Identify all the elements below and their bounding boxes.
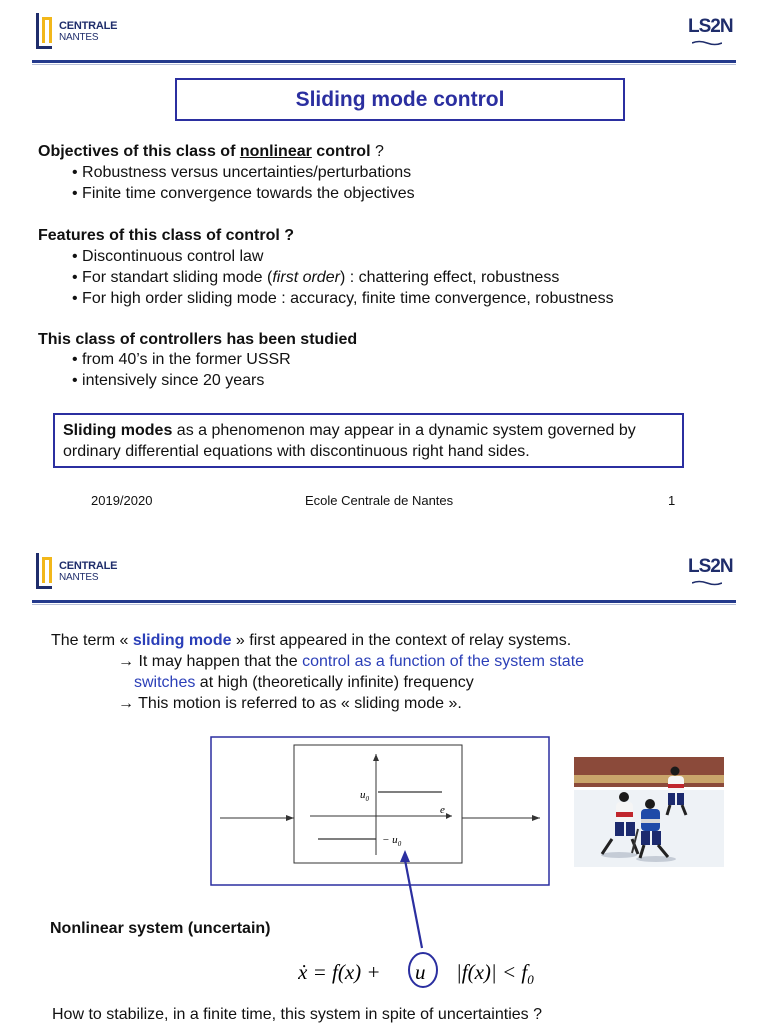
question-text: How to stabilize, in a finite time, this system in spite of uncertainties ? xyxy=(52,1006,542,1023)
e-label: e xyxy=(440,804,445,816)
footer-year: 2019/2020 xyxy=(91,493,153,508)
logo-line-1: CENTRALE xyxy=(59,20,118,32)
intro-line xyxy=(51,632,571,650)
equation-bound: $|f(x)| < f_0$ xyxy=(456,960,534,987)
footer-page-number: 1 xyxy=(668,493,676,508)
section-features-heading: Features of this class of control ? xyxy=(38,227,295,244)
ls2n-wave-icon xyxy=(692,580,722,586)
bullet-item: • Discontinuous control law xyxy=(72,248,264,265)
intro-part: The term « xyxy=(51,632,133,649)
bullet-item xyxy=(72,269,559,287)
heading-part: ? xyxy=(370,143,384,160)
bullet-item: • For high order sliding mode : accuracy, finite time convergence, robustness xyxy=(72,290,614,307)
definition-term: Sliding modes xyxy=(63,422,173,439)
ls2n-logo xyxy=(688,552,733,588)
logo-line-1: CENTRALE xyxy=(59,560,118,572)
centrale-nantes-logo xyxy=(36,13,118,49)
header-rule-shadow xyxy=(32,604,736,605)
explanation-part: → It may happen that the xyxy=(118,653,303,670)
footer-school: Ecole Centrale de Nantes xyxy=(305,493,454,508)
bullet-part: ) : chattering effect, robustness xyxy=(339,269,560,286)
definition-text: as a phenomenon may appear in a dynamic system governed by ordinary differential equations with discontinuous right hand sides. xyxy=(63,422,636,460)
explanation-line xyxy=(118,653,584,671)
heading-underlined: nonlinear xyxy=(239,143,312,160)
explanation-highlight: control as a function of the system state xyxy=(302,653,585,670)
bullet-item: • Robustness versus uncertainties/perturbations xyxy=(72,164,412,181)
definition-box xyxy=(53,413,684,468)
intro-term: sliding mode xyxy=(132,632,232,649)
bullet-part: • For standart sliding mode ( xyxy=(72,269,273,286)
header-rule xyxy=(32,60,736,63)
header-rule-shadow xyxy=(32,64,736,65)
slide-title: Sliding mode control xyxy=(295,87,505,111)
section-heading-nonlinear-system: Nonlinear system (uncertain) xyxy=(50,920,271,937)
ls2n-logo-text: LS2N xyxy=(688,16,733,37)
logo-line-2: NANTES xyxy=(59,572,99,583)
ls2n-wave-icon xyxy=(692,40,722,46)
header-rule xyxy=(32,600,736,603)
section-history-heading: This class of controllers has been studied xyxy=(38,331,358,348)
arrow-shaft xyxy=(405,860,422,948)
bullet-item: • from 40’s in the former USSR xyxy=(72,351,291,368)
explanation-part: at high (theoretically infinite) frequency xyxy=(195,674,474,691)
ls2n-logo-text: LS2N xyxy=(688,556,733,577)
heading-part: Objectives of this class of xyxy=(38,143,240,160)
bullet-item: • intensively since 20 years xyxy=(72,372,265,389)
u-highlight-circle xyxy=(409,953,437,987)
control-link-arrow xyxy=(396,850,440,990)
neg-u0-label: − $u_0$ xyxy=(382,834,402,848)
centrale-nantes-logo xyxy=(36,553,118,589)
title-box xyxy=(175,78,625,121)
relay-diagram xyxy=(210,736,550,886)
equation-lhs: ẋ = f(x) + xyxy=(298,960,381,984)
u0-label: $u_0$ xyxy=(360,789,369,803)
intro-part: » first appeared in the context of relay systems. xyxy=(231,632,572,649)
logo-line-2: NANTES xyxy=(59,32,99,43)
centrale-logo-mark-icon xyxy=(36,13,52,49)
bullet-item: • Finite time convergence towards the objectives xyxy=(72,185,415,202)
ice-hockey-photo xyxy=(574,757,724,867)
explanation-line xyxy=(134,674,474,692)
ls2n-logo xyxy=(688,12,733,48)
section-objectives-heading xyxy=(38,143,384,161)
explanation-highlight: switches xyxy=(134,674,196,691)
heading-part: control xyxy=(311,143,371,160)
explanation-line: → This motion is referred to as « sliding mode ». xyxy=(118,695,462,712)
bullet-emphasis: first order xyxy=(272,269,340,286)
centrale-logo-mark-icon xyxy=(36,553,52,589)
equation-control-u: u xyxy=(415,960,426,984)
